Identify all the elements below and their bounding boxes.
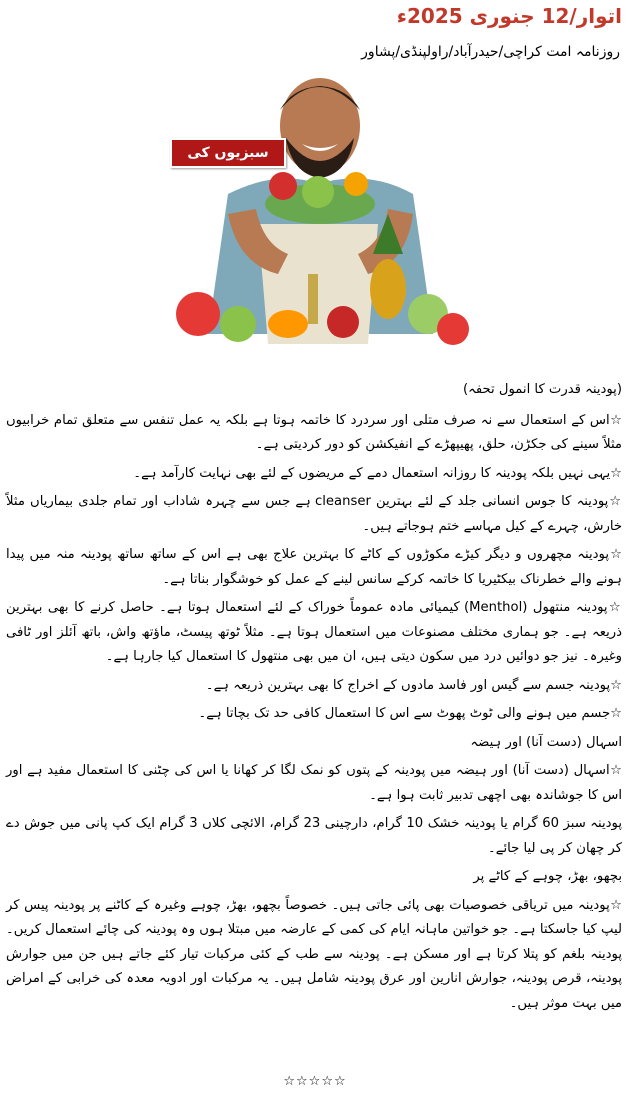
paragraph: ☆پودینہ منتھول (Menthol) کیمیائی مادہ عموماً خوراک کے لئے استعمال ہوتا ہے۔ حاصل کرنے کا بھی بہترین ذریعہ ہے۔ جو ہماری مختلف مصنوعات میں استعمال ہوتا ہے۔ مثلاً ٹوتھ پیسٹ، ماؤتھ واش، باتھ آئلز اور ٹافی وغیرہ۔ نیز جو دوائیں درد میں سکون دیتی ہیں، ان میں بھی منتھول کا استعمال کیا جارہا ہے۔ (6, 600, 622, 664)
article-photo (168, 74, 471, 346)
paragraph: ☆پودینہ میں تریاقی خصوصیات بھی پائی جاتی ہیں۔ خصوصاً بچھو، بھڑ، چوہے وغیرہ کے کاٹنے پر پودینہ پیس کر لیپ کیا جاسکتا ہے۔ جو خواتین ماہانہ ایام کی کمی کے عارضہ میں مبتلا ہوں وہ پودینہ کی چائے استعمال کریں۔ پودینہ بلغم کو پتلا کرتا ہے اور مسکن ہے۔ پودینہ سے طب کے کئی مرکبات تیار کئے جاتے ہیں جن میں جوارش پودینہ، قرص پودینہ، جوارش انارین اور عرق پودینہ شامل ہیں۔ یہ مرکبات اور ادویہ معدہ کی خرابی کے امراض میں بہت موثر ہیں۔ (6, 897, 622, 1011)
publication-date: اتوار/12 جنوری 2025ء (396, 4, 622, 28)
paragraph: ☆اس کے استعمال سے نہ صرف متلی اور سردرد کا خاتمہ ہوتا ہے بلکہ یہ عمل تنفس سے متعلق تمام خرابیوں مثلاً سینے کی جکڑن، حلق، پھیپھڑے کے انفیکشن کو دور کردیتی ہے۔ (6, 412, 622, 452)
article-heading: (پودینہ قدرت کا انمول تحفہ) (462, 382, 622, 397)
article-body (6, 378, 622, 1020)
paragraph: ☆اسہال (دست آنا) اور ہیضہ میں پودینہ کے پتوں کو نمک لگا کر کھانا یا اس کی چٹنی کا استعمال مفید ہے اور اس کا جوشاندہ بھی اچھی تدبیر ثابت ہوا ہے۔ (6, 763, 622, 803)
paragraph: ☆یہی نہیں بلکہ پودینہ کا روزانہ استعمال دمے کے مریضوں کے لئے بھی نہایت کارآمد ہے۔ (133, 465, 622, 481)
paragraph: ☆پودینہ کا جوس انسانی جلد کے لئے بہترین cleanser ہے جس سے چہرہ شاداب اور تمام جلدی بیماریاں مثلاً خارش، چہرے کے کیل مہاسے ختم ہوجاتے ہیں۔ (6, 494, 622, 534)
paragraph: ☆پودینہ مچھروں و دیگر کیڑے مکوڑوں کے کاٹے کا بہترین علاج بھی ہے اس کے ساتھ ساتھ پودینہ منہ میں پیدا ہونے والے خطرناک بیکٹیریا کا خاتمہ کرکے سانس لینے کے عمل کو خوشگوار بناتا ہے۔ (6, 547, 622, 587)
paragraph: پودینہ سبز 60 گرام یا پودینہ خشک 10 گرام، دارچینی 23 گرام، الائچی کلاں 3 گرام ایک کپ پانی میں جوش دے کر چھان کر پی لیا جائے۔ (6, 816, 623, 856)
man-with-vegetables-illustration (168, 74, 471, 346)
image-caption-tag: سبزیوں کی افادیت (170, 138, 286, 168)
paragraph: ☆پودینہ جسم سے گیس اور فاسد مادوں کے اخراج کا بھی بہترین ذریعہ ہے۔ (205, 677, 622, 693)
paragraph: ☆جسم میں ہونے والی ٹوٹ پھوٹ سے اس کا استعمال کافی حد تک بچاتا ہے۔ (198, 706, 622, 721)
subheading: اسہال (دست آنا) اور ہیضہ (470, 734, 622, 750)
end-stars: ☆☆☆☆☆ (283, 1074, 347, 1089)
subheading: بچھو، بھڑ، چوہے کے کاٹے پر (473, 869, 622, 884)
newspaper-name: روزنامہ امت کراچی/حیدرآباد/راولپنڈی/پشاور (361, 44, 620, 60)
